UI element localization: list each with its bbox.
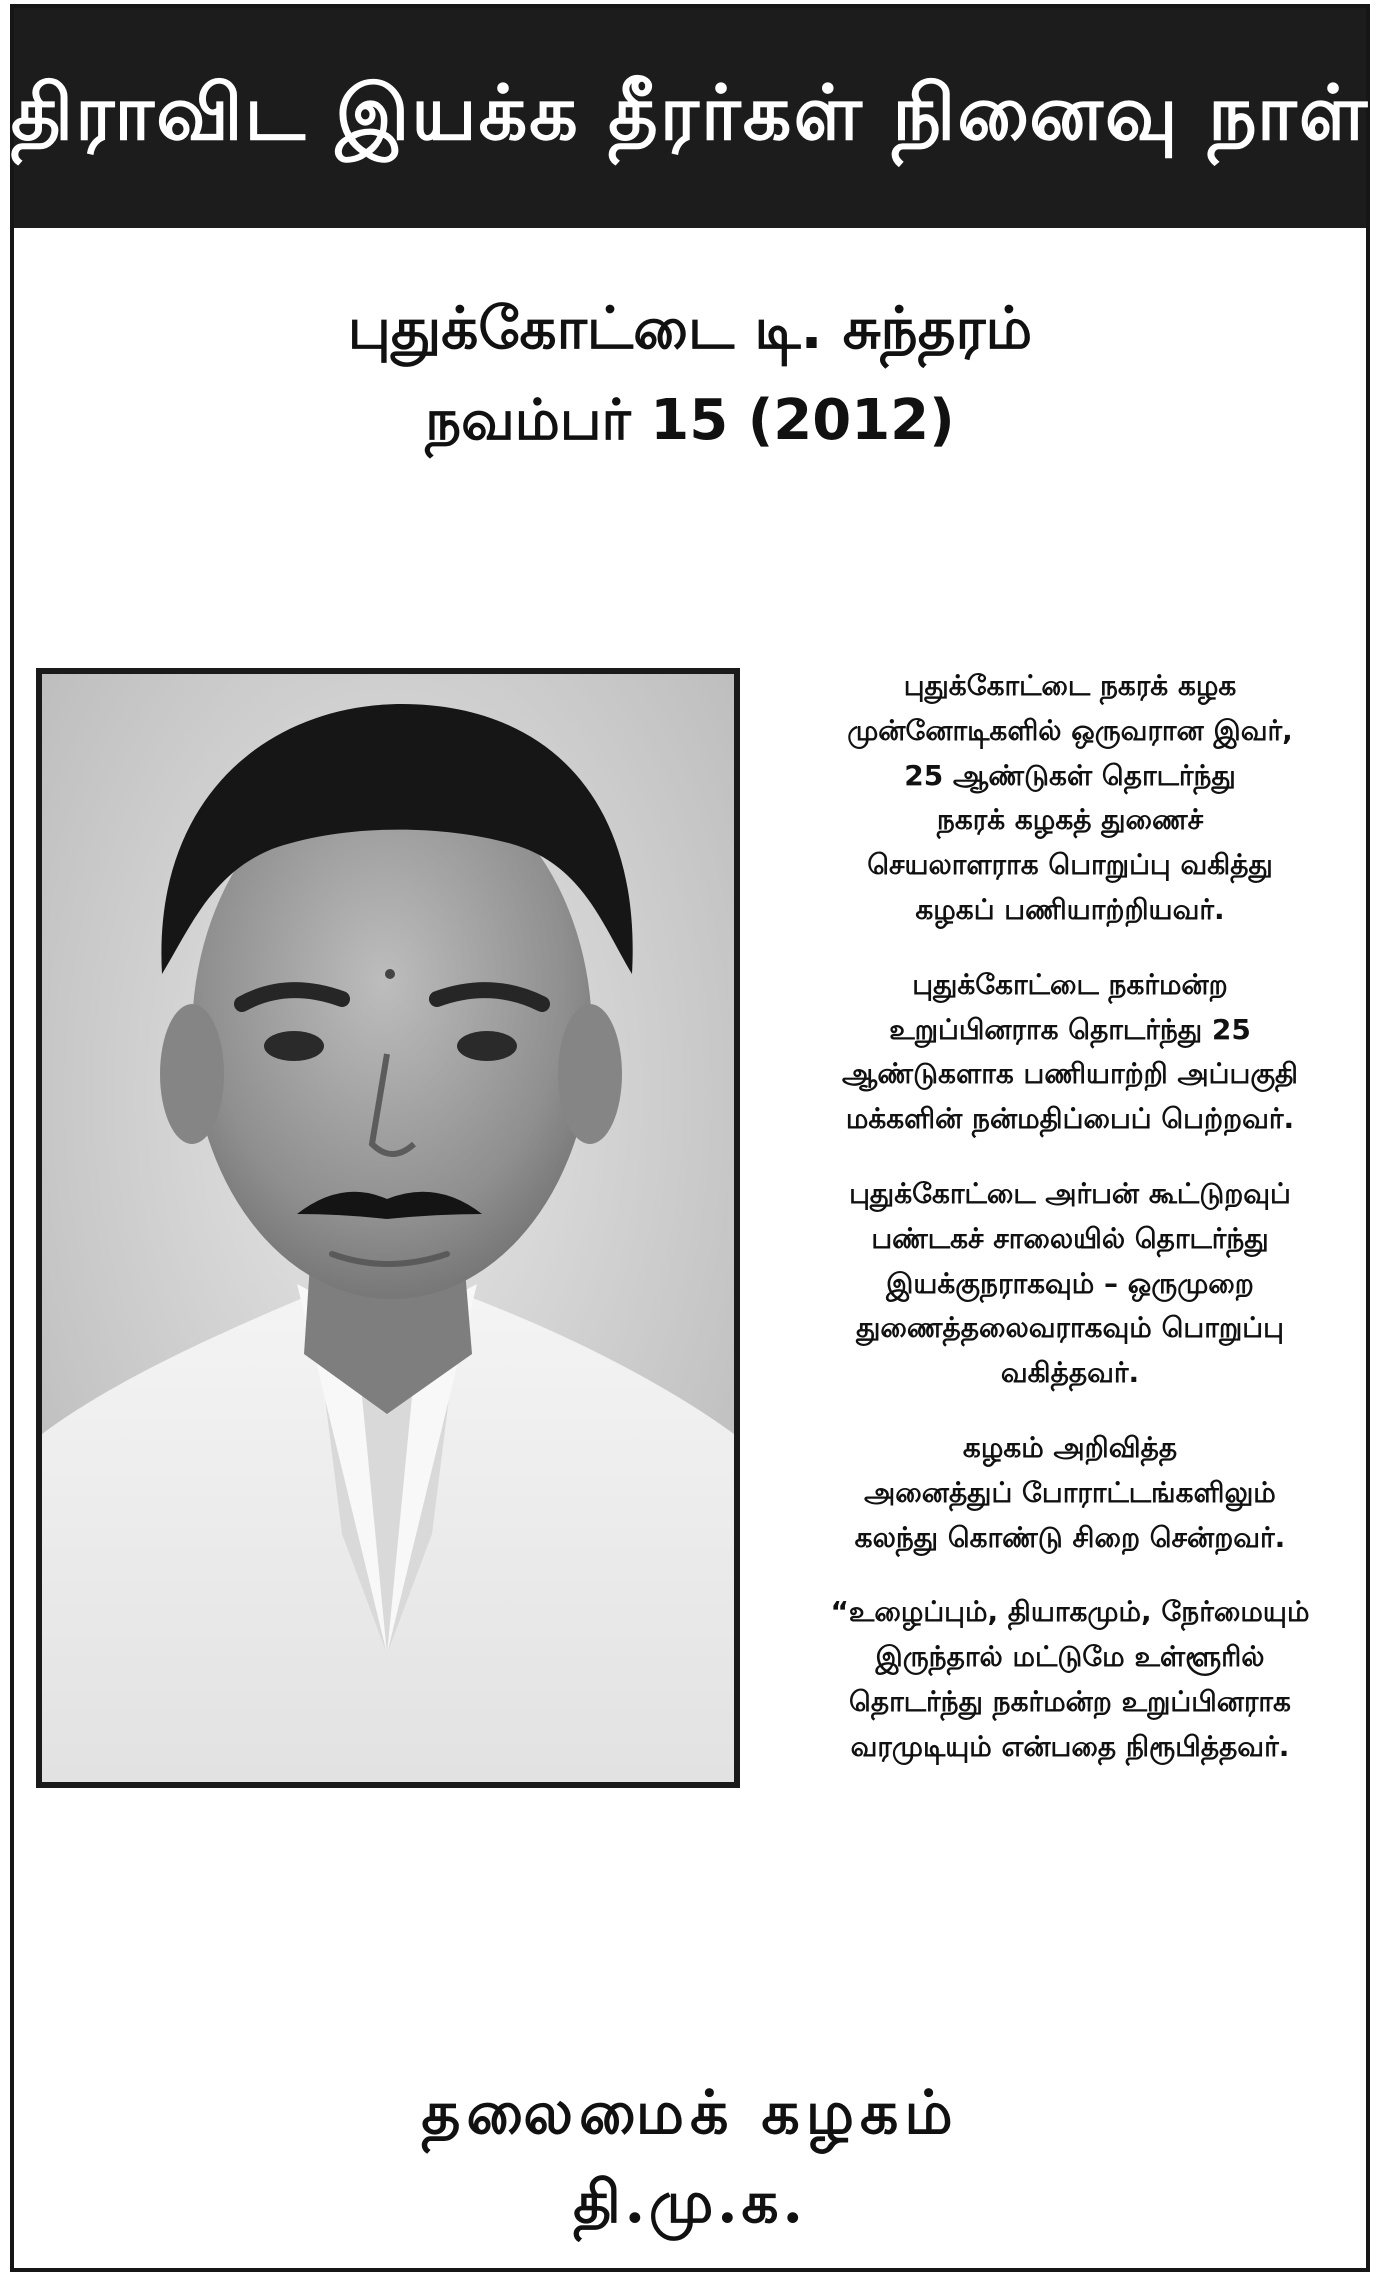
- memorial-date: நவம்பர் 15 (2012): [425, 388, 955, 453]
- bio-paragraph: புதுக்கோட்டை அர்பன் கூட்டுறவுப் பண்டகச் சாலையில் தொடர்ந்து இயக்குநராகவும் – ஒருமுறை துணைத்தலைவராகவும் பொறுப்பு வகித்தவர்.: [849, 1176, 1291, 1390]
- honoree-name: புதுக்கோட்டை டி. சுந்தரம்: [347, 294, 1033, 362]
- bio-paragraph: “உழைப்பும், தியாகமும், நேர்மையும் இருந்தால் மட்டுமே உள்ளூரில் தொடர்ந்து நகர்மன்ற உறுப்பினராக வரமுடியும் என்பதை நிரூபித்தவர்.: [830, 1595, 1310, 1763]
- bio-paragraph: புதுக்கோட்டை நகரக் கழக முன்னோடிகளில் ஒருவரான இவர், 25 ஆண்டுகள் தொடர்ந்து நகரக் கழகத் துணைச் செயலாளராக பொறுப்பு வகித்து கழகப் பணியாற்றியவர்.: [847, 669, 1293, 926]
- footer-organization: தலைமைக் கழகம்: [421, 2078, 959, 2148]
- title-banner: [10, 8, 1370, 228]
- memorial-poster: [10, 4, 1370, 2272]
- banner-title: திராவிட இயக்க தீரர்கள் நினைவு நாள்: [10, 68, 1370, 157]
- footer-party-name: தி.மு.க.: [573, 2168, 807, 2236]
- portrait-illustration: [42, 674, 734, 1782]
- portrait-photo: [36, 668, 740, 1788]
- biography: [770, 664, 1370, 1800]
- bio-paragraph: கழகம் அறிவித்த அனைத்துப் போராட்டங்களிலும் கலந்து கொண்டு சிறை சென்றவர்.: [854, 1430, 1286, 1554]
- bio-paragraph: புதுக்கோட்டை நகர்மன்ற உறுப்பினராக தொடர்ந்து 25 ஆண்டுகளாக பணியாற்றி அப்பகுதி மக்களின் நன்மதிப்பைப் பெற்றவர்.: [842, 967, 1298, 1136]
